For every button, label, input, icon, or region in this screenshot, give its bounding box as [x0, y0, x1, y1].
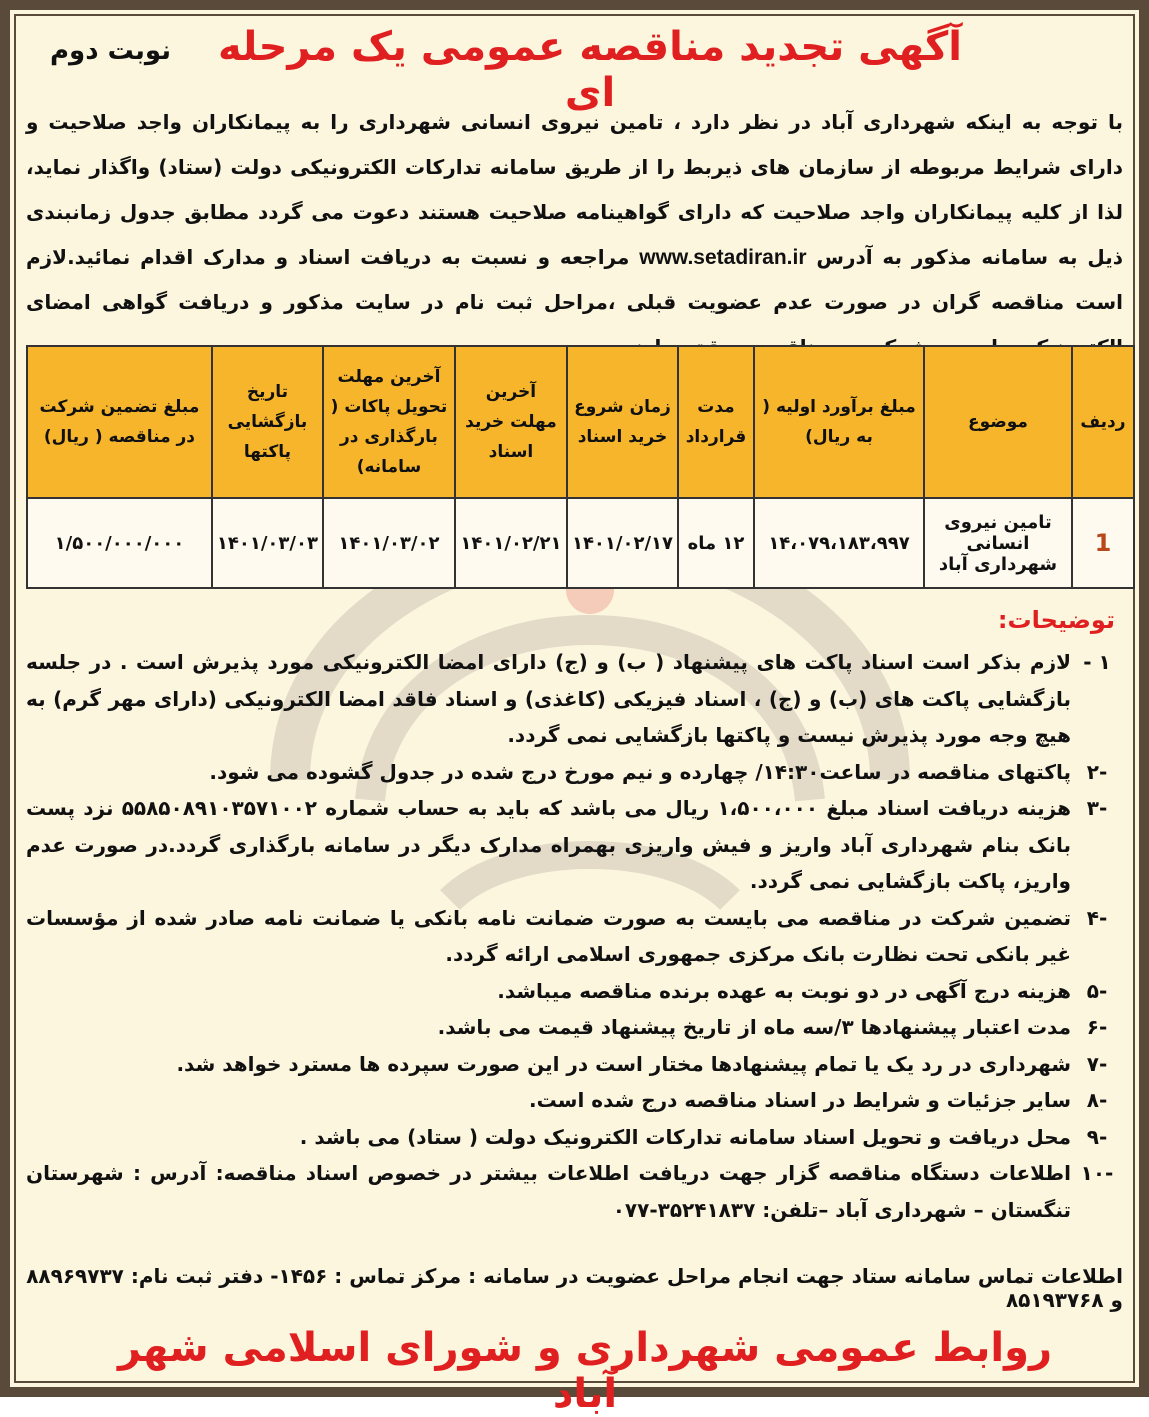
- cell-purchase-deadline: ۱۴۰۱/۰۲/۲۱: [455, 498, 567, 588]
- note-number: -۶: [1086, 1015, 1108, 1039]
- note-text: لازم بذکر است اسناد پاکت های پیشنهاد ( ب) و (ج) دارای امضا الکترونیکی مورد پذیرش است . در جلسه بازگشایی پاکت های (ب) و (ج) ، اسناد فیزیکی (کاغذی) و اسناد فاقد امضا الکترونیکی (دارای مهر گرم) به هیچ وجه مورد پذیرش نیست و پاکتها بازگشایی نمی گردد.: [26, 650, 1071, 747]
- setad-website-link[interactable]: www.setadiran.ir: [639, 246, 807, 269]
- note-number: ۱ -: [1083, 650, 1111, 674]
- note-text: محل دریافت و تحویل اسناد سامانه تدارکات الکترونیک دولت ( ستاد) می باشد .: [299, 1124, 1071, 1149]
- header-purchase-deadline: آخرین مهلت خرید اسناد: [455, 346, 567, 498]
- note-item: [26, 973, 1123, 1010]
- note-item: [26, 644, 1123, 754]
- notice-title: آگهی تجدید مناقصه عمومی یک مرحله ای: [217, 24, 963, 116]
- note-number: -۳: [1086, 796, 1108, 820]
- note-number: -۲: [1086, 759, 1108, 784]
- cell-start: ۱۴۰۱/۰۲/۱۷: [567, 498, 678, 588]
- note-number: -۵: [1086, 978, 1108, 1003]
- note-text: مدت اعتبار پیشنهادها ۳/سه ماه از تاریخ پیشنهاد قیمت می باشد.: [437, 1015, 1071, 1039]
- footer-signature: روابط عمومی شهرداری و شورای اسلامی شهر آباد: [118, 1325, 1052, 1417]
- cell-guarantee: ۱/۵۰۰/۰۰۰/۰۰۰: [27, 498, 212, 588]
- tender-schedule-table: [26, 345, 1135, 589]
- note-item: [26, 1009, 1123, 1046]
- round-label: نوبت دوم: [50, 36, 171, 66]
- header-start: زمان شروع خرید اسناد: [567, 346, 678, 498]
- note-number: -۱۰: [1080, 1161, 1114, 1185]
- note-text: پاکتهای مناقصه در ساعت۱۴:۳۰/ چهارده و نیم مورخ درج شده در جدول گشوده می شود.: [209, 759, 1071, 784]
- cell-duration: ۱۲ ماه: [678, 498, 754, 588]
- intro-paragraph: [26, 100, 1123, 370]
- header-index: ردیف: [1072, 346, 1134, 498]
- note-text: هزینه درج آگهی در دو نوبت به عهده برنده مناقصه میباشد.: [497, 978, 1071, 1003]
- header-submit-deadline: آخرین مهلت تحویل پاکات ( بارگذاری در سامانه): [323, 346, 455, 498]
- cell-submit-deadline: ۱۴۰۱/۰۳/۰۲: [323, 498, 455, 588]
- cell-opening-date: ۱۴۰۱/۰۳/۰۳: [212, 498, 323, 588]
- header-opening-date: تاریخ بازگشایی پاکتها: [212, 346, 323, 498]
- header-guarantee: مبلغ تضمین شرکت در مناقصه ( ریال): [27, 346, 212, 498]
- note-text: اطلاعات دستگاه مناقصه گزار جهت دریافت اطلاعات بیشتر در خصوص اسناد مناقصه: آدرس : شهرستان تنگستان – شهرداری آباد –تلفن: ۳۵۲۴۱۸۳۷-۰۷۷: [26, 1161, 1071, 1222]
- note-item: [26, 1119, 1123, 1156]
- header-duration: مدت قرارداد: [678, 346, 754, 498]
- note-text: سایر جزئیات و شرایط در اسناد مناقصه درج شده است.: [529, 1088, 1071, 1112]
- note-item: [26, 1082, 1123, 1119]
- note-number: -۷: [1086, 1051, 1108, 1076]
- note-text: هزینه دریافت اسناد مبلغ ۱،۵۰۰،۰۰۰ ریال می باشد که باید به حساب شماره ۵۵۸۵۰۸۹۱۰۳۵۷۱۰۰۲ نزد پست بانک بنام شهرداری آباد واریز و فیش واریزی بهمراه مدارک دیگر در سامانه بارگذاری گردد.در صورت عدم واریز، پاکت بازگشایی نمی گردد.: [26, 796, 1071, 893]
- cell-subject: تامین نیروی انسانی شهرداری آباد: [924, 498, 1072, 588]
- note-number: -۸: [1086, 1088, 1108, 1112]
- notes-heading: توضیحات:: [997, 606, 1115, 634]
- note-item: [26, 754, 1123, 791]
- note-text: تضمین شرکت در مناقصه می بایست به صورت ضمانت نامه بانکی یا ضمانت نامه صادر شده از مؤسسات غیر بانکی تحت نظارت بانک مرکزی جمهوری اسلامی ارائه گردد.: [26, 905, 1071, 966]
- cell-index: 1: [1072, 498, 1134, 588]
- intro-text-part1: با توجه به اینکه شهرداری آباد در نظر دارد ، تامین نیروی انسانی شهرداری را به پیمانکاران واجد صلاحیت و دارای شرایط مربوطه از سازمان های ذیربط را از طریق سامانه تدارکات الکترونیکی دولت (ستاد) واگذار نماید، لذا از کلیه پیمانکاران واجد صلاحیت که دارای گواهینامه صلاحیت هستند دعوت می گردد مطابق جدول زمانبندی ذیل به سامانه مذکور به آدرس: [26, 110, 1123, 269]
- notes-list: [26, 644, 1123, 1228]
- table-row: [27, 498, 1134, 588]
- table-header-row: [27, 346, 1134, 498]
- header-estimate: مبلغ برآورد اولیه ( به ریال): [754, 346, 924, 498]
- note-item: [26, 900, 1123, 973]
- setad-contact-info: اطلاعات تماس سامانه ستاد جهت انجام مراحل عضویت در سامانه : مرکز تماس : ۱۴۵۶- دفتر ثبت نام: ۸۸۹۶۹۷۳۷ و ۸۵۱۹۳۷۶۸: [26, 1264, 1123, 1312]
- note-number: -۹: [1086, 1124, 1108, 1149]
- note-text: شهرداری در رد یک یا تمام پیشنهادها مختار است در این صورت سپرده ها مسترد خواهد شد.: [176, 1051, 1071, 1076]
- note-number: -۴: [1086, 905, 1108, 930]
- header-subject: موضوع: [924, 346, 1072, 498]
- cell-estimate: ۱۴،۰۷۹،۱۸۳،۹۹۷: [754, 498, 924, 588]
- note-item: [26, 1046, 1123, 1083]
- intro-text-part2: مراجعه و نسبت به دریافت اسناد و مدارک اقدام نمائید.لازم است مناقصه گران در صورت عدم عضویت قبلی ،مراحل ثبت نام در سایت مذکور و دریافت گواهی امضای: [26, 245, 1123, 314]
- note-item: [26, 790, 1123, 900]
- note-item: [26, 1155, 1123, 1228]
